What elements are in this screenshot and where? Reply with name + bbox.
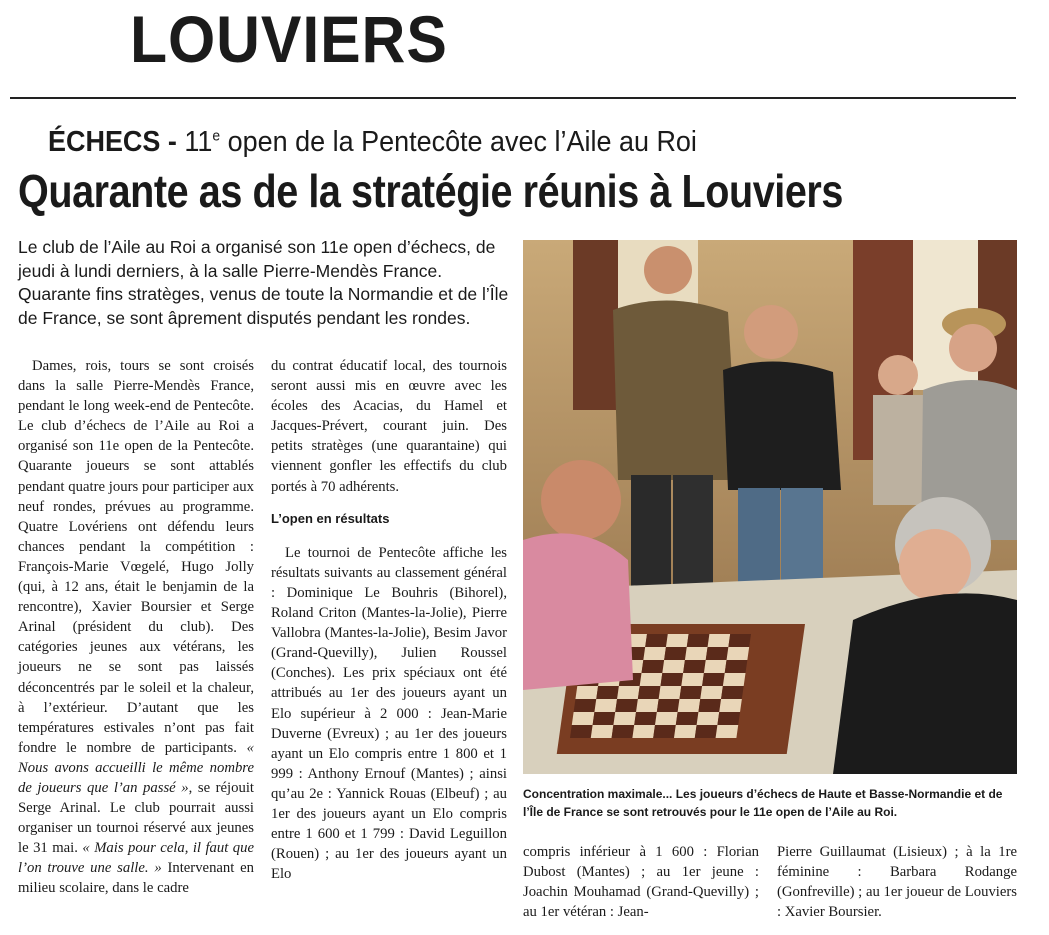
board-square xyxy=(704,660,727,673)
board-square xyxy=(683,660,706,673)
article-column-4 xyxy=(777,842,1017,922)
board-square xyxy=(617,686,640,699)
board-square xyxy=(612,725,635,738)
chess-players-photo xyxy=(523,240,1017,774)
col1-quote-2: « Mais pour cela, il faut que l’on trouve une salle. » xyxy=(18,840,254,877)
board-square xyxy=(596,686,619,699)
board-square xyxy=(698,699,721,712)
article-kicker xyxy=(48,128,697,157)
board-square xyxy=(700,686,723,699)
board-square xyxy=(728,634,751,647)
board-square xyxy=(591,725,614,738)
board-square xyxy=(645,634,668,647)
board-square xyxy=(662,660,685,673)
column-1-paragraph xyxy=(18,356,254,899)
board-square xyxy=(572,712,595,725)
board-square xyxy=(660,673,683,686)
board-square xyxy=(702,673,725,686)
board-square xyxy=(634,712,657,725)
board-square xyxy=(727,647,750,660)
board-square xyxy=(653,725,676,738)
board-square xyxy=(615,699,638,712)
col1-text-c: Intervenant en milieu scolaire, dans le cadre xyxy=(18,860,254,897)
board-square xyxy=(632,725,655,738)
board-square xyxy=(681,673,704,686)
col3-paragraph: compris inférieur à 1 600 : Florian Dubost (Mantes) ; au 1er jeune : Joachin Mouhamad (Grand-Quevilly) ; au 1er vétéran : Jean- xyxy=(523,844,759,921)
board-square xyxy=(685,647,708,660)
board-square xyxy=(570,725,593,738)
kicker-separator: - xyxy=(160,126,185,158)
board-square xyxy=(717,712,740,725)
board-square xyxy=(674,725,697,738)
article-column-1 xyxy=(18,356,254,899)
col2-paragraph-2: Le tournoi de Pentecôte affiche les résultats suivants au classement général : Dominique Le Bouhris (Bihorel), Roland Criton (Mantes-la-Jolie), Pierre Vallobra (Mantes-la-Jolie), Besim Javor (Grand-Quevilly), Julien Roussel (Conches). Les prix spéciaux ont été attribués au 1er des joueurs ayant un Elo supérieur à 2 000 : Jean-Marie Duverne (Evreux) ; au 1er des joueurs ayant un Elo compris entre 1 800 et 1 999 : Anthony Ernouf (Mantes) ; ainsi qu’au 2e : Yannick Rouas (Elbeuf) ; au 1er des joueurs ayant un Elo compris entre 1 600 et 1 799 : David Leguillon (Rouen) ; au 1er des joueurs ayant un Elo xyxy=(271,544,507,883)
board-square xyxy=(638,686,661,699)
board-square xyxy=(706,647,729,660)
board-square xyxy=(643,647,666,660)
section-title: LOUVIERS xyxy=(130,2,448,76)
article-lead: Le club de l’Aile au Roi a organisé son 11e open d’échecs, de jeudi à lundi derniers, à la salle Pierre-Mendès France. Quarante fins stratèges, venus de toute la Normandie et de l’Île de France, se sont âprement disputés pendant les rondes. xyxy=(18,237,509,328)
board-square xyxy=(725,660,748,673)
board-square xyxy=(678,699,701,712)
col1-text-a: Dames, rois, tours se sont croisés dans la salle Pierre-Mendès France, pendant le long week-end de Pentecôte. Le club d’échecs de l’Aile au Roi a organisé son 11e open de la Pentecôte. Quarante joueurs se sont attablés pendant quatre jours pour participer aux neuf rondes, prévues au programme. Quatre Lovériens ont défendu leurs chances pendant la compétition : François-Marie Vœgelé, Hugo Jolly (qui, à 12 ans, était le benjamin de la rencontre), Xavier Boursier et Serge Arinal (président du club). Des catégories jeunes aux vétérans, les joueurs ne se sont pas laissés déconcentrés par le soleil et la chaleur, à l’extérieur. D’autant que les températures estivales n’ont pas fait fondre le nombre de participants. xyxy=(18,358,254,756)
kicker-ordinal: 11 xyxy=(184,126,213,158)
section-rule xyxy=(10,97,1016,99)
col1-quote-1: « Nous avons accueilli le même nombre de joueurs que l’an passé » xyxy=(18,739,254,796)
board-square xyxy=(695,725,718,738)
col1-text-b: , se réjouit Serge Arinal. Le club pourrait aussi organiser un tournoi réservé aux jeunes le 31 mai. xyxy=(18,779,254,857)
article-headline: Quarante as de la stratégie réunis à Louviers xyxy=(18,165,843,217)
board-square xyxy=(666,634,689,647)
results-subhead: L’open en résultats xyxy=(271,510,390,526)
board-square xyxy=(697,712,720,725)
board-square xyxy=(657,699,680,712)
board-square xyxy=(721,686,744,699)
kicker-ordinal-suffix: e xyxy=(212,127,221,145)
board-square xyxy=(575,686,598,699)
board-square xyxy=(574,699,597,712)
board-square xyxy=(708,634,731,647)
board-square xyxy=(687,634,710,647)
board-square xyxy=(679,686,702,699)
kicker-text: open de la Pentecôte avec l’Aile au Roi xyxy=(220,126,697,158)
board-square xyxy=(716,725,739,738)
article-column-3 xyxy=(523,842,759,922)
board-square xyxy=(655,712,678,725)
col2-paragraph-1: du contrat éducatif local, des tournois seront aussi mis en œuvre avec les écoles des Acacias, du Hamel et Jacques-Prévert, courant juin. Des petits stratèges (une quarantaine) qui viennent gonfler les effectifs du club portés à 70 adhérents. xyxy=(271,358,507,495)
photo-caption: Concentration maximale... Les joueurs d’échecs de Haute et Basse-Normandie et de l’Île de France se sont retrouvés pour le 11e open de l’Aile au Roi. xyxy=(523,787,1003,819)
board-square xyxy=(594,699,617,712)
board-square xyxy=(636,699,659,712)
board-square xyxy=(593,712,616,725)
board-square xyxy=(640,673,663,686)
board-square xyxy=(664,647,687,660)
board-square xyxy=(676,712,699,725)
article-column-2 xyxy=(271,356,507,884)
board-square xyxy=(719,699,742,712)
col4-paragraph: Pierre Guillaumat (Lisieux) ; à la 1re féminine : Barbara Rodange (Gonfreville) ; au 1er joueur de Louviers : Xavier Boursier. xyxy=(777,844,1017,921)
board-square xyxy=(723,673,746,686)
board-square xyxy=(642,660,665,673)
board-square xyxy=(659,686,682,699)
board-square xyxy=(613,712,636,725)
kicker-category: ÉCHECS xyxy=(48,126,161,158)
